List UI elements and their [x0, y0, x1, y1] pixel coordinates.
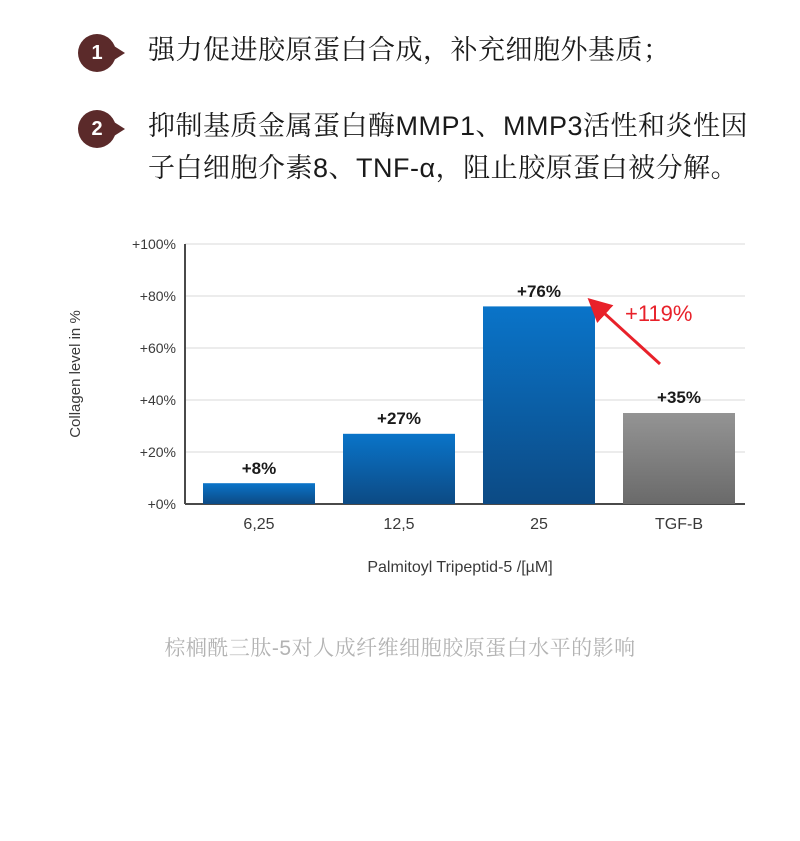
bar: [483, 306, 595, 504]
x-tick-label: 25: [530, 515, 548, 533]
bullet-number: 1: [91, 41, 103, 64]
y-tick-label: +0%: [147, 495, 176, 512]
bar: [623, 413, 735, 504]
y-tick-label: +100%: [132, 235, 176, 252]
y-tick-label: +80%: [139, 287, 176, 304]
y-tick-label: +20%: [139, 443, 176, 460]
x-tick-label: 12,5: [383, 515, 415, 533]
x-axis-title: Palmitoyl Tripeptid-5 /[µM]: [367, 558, 553, 576]
x-tick-label: TGF-B: [655, 515, 703, 533]
list-item: [78, 106, 755, 190]
y-tick-label: +40%: [139, 391, 176, 408]
bullet-number-badge: [78, 34, 116, 72]
bar-value-label: +27%: [377, 408, 421, 428]
chart-figure: [0, 224, 800, 660]
bar-value-label: +76%: [517, 281, 561, 301]
bar: [343, 433, 455, 503]
bullet-number: 2: [91, 117, 103, 140]
bar: [203, 483, 315, 504]
bar-value-label: +35%: [657, 387, 701, 407]
bullet-text: 强力促进胶原蛋白合成，补充细胞外基质；: [148, 35, 671, 65]
y-tick-label: +60%: [139, 339, 176, 356]
bar-value-label: +8%: [241, 458, 277, 478]
x-tick-label: 6,25: [243, 515, 275, 533]
bullet-text: 抑制基质金属蛋白酶MMP1、MMP3活性和炎性因子白细胞介素8、TNF-α，阻止胶原蛋白被分解。: [148, 111, 749, 183]
list-item: [78, 30, 755, 72]
annotation-label: +119%: [625, 300, 693, 326]
bullet-list: [0, 0, 800, 190]
y-axis-title: Collagen level in %: [67, 309, 84, 438]
figure-caption: 棕榈酰三肽-5对人成纤维细胞胶原蛋白水平的影响: [164, 636, 636, 660]
collagen-bar-chart: [0, 224, 800, 624]
bullet-number-badge: [78, 110, 116, 148]
